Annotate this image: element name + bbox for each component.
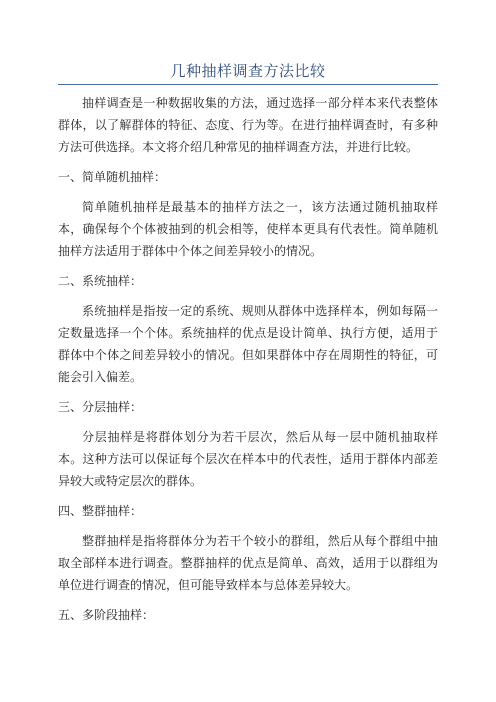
section-heading-multistage: 五、多阶段抽样：: [58, 608, 155, 622]
section-body-stratified: 分层抽样是将群体划分为若干层次，然后从每一层中随机抽取样本。这种方法可以保证每个层次在样本中的代表性，适用于群体内部差异较大或特定层次的群体。: [58, 430, 438, 488]
section-heading-simple-random: 一、简单随机抽样：: [58, 170, 167, 184]
section-heading-cluster: 四、整群抽样：: [58, 504, 143, 518]
section-body-simple-random: 简单随机抽样是最基本的抽样方法之一，该方法通过随机抽取样本，确保每个个体被抽到的机会相等，使样本更具有代表性。简单随机抽样方法适用于群体中个体之间差异较小的情况。: [58, 200, 438, 258]
section-body-cluster: 整群抽样是指将群体分为若干个较小的群组，然后从每个群组中抽取全部样本进行调查。整群抽样的优点是简单、高效，适用于以群组为单位进行调查的情况，但可能导致样本与总体差异较大。: [58, 534, 438, 592]
title-underline: [58, 84, 438, 85]
section-heading-systematic: 二、系统抽样：: [58, 274, 143, 288]
document-title: 几种抽样调查方法比较: [170, 62, 326, 80]
section-body-systematic: 系统抽样是指按一定的系统、规则从群体中选择样本，例如每隔一定数量选择一个个体。系统抽样的优点是设计简单、执行方便，适用于群体中个体之间差异较小的情况。但如果群体中存在周期性的特征，可能会引入偏差。: [58, 304, 438, 384]
section-heading-stratified: 三、分层抽样：: [58, 400, 143, 414]
document-body: [58, 92, 438, 634]
intro-paragraph: 抽样调查是一种数据收集的方法，通过选择一部分样本来代表整体群体，以了解群体的特征、态度、行为等。在进行抽样调查时，有多种方法可供选择。本文将介绍几种常见的抽样调查方法，并进行比较。: [58, 96, 438, 154]
